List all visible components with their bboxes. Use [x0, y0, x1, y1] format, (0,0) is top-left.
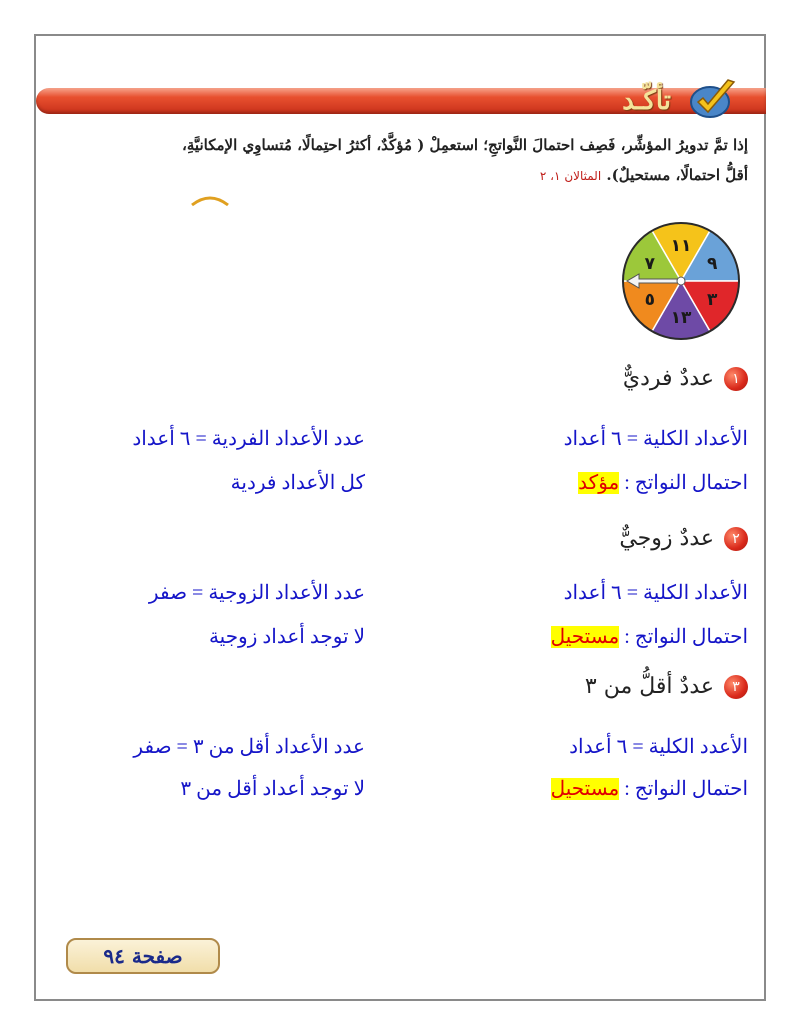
spinner-label: ٥ — [644, 289, 656, 310]
probability-label: احتمال النواتج : — [624, 626, 748, 648]
problem-1-count: عدد الأعداد الفردية = ٦ أعداد — [132, 428, 365, 450]
problem-3-count: عدد الأعداد أقل من ٣ = صفر — [133, 736, 365, 758]
spinner-label: ٣ — [706, 289, 718, 310]
probability-value: مستحيل — [550, 626, 620, 648]
problem-1-heading — [623, 366, 748, 391]
spinner-label: ١٣ — [670, 307, 692, 328]
problem-1-total: الأعداد الكلية = ٦ أعداد — [563, 428, 748, 450]
problem-1-probability — [578, 470, 748, 495]
instructions-line-1: إذا تمَّ تدويرُ المؤشِّر، فَصِف احتمالَ النَّواتجِ؛ استعمِلْ ( مُؤكَّدٌ، أكثرُ احتِمالًا، مُتساوِي الإمكانيَّةِ، — [182, 136, 748, 154]
problem-2-title: عددٌ زوجيٌّ — [619, 526, 714, 551]
probability-value: مؤكد — [578, 472, 620, 494]
problem-2-number: ٢ — [724, 527, 748, 551]
instructions-line-2-text: أقلُّ احتمالًا، مستحيلٌ). — [606, 166, 748, 184]
spinner-label: ٩ — [706, 254, 718, 275]
checkmark-icon — [688, 78, 738, 122]
problem-1-reason: كل الأعداد فردية — [230, 472, 365, 494]
problem-3-heading — [585, 674, 748, 699]
probability-label: احتمال النواتج : — [624, 472, 748, 494]
section-banner — [36, 84, 766, 118]
probability-label: احتمال النواتج : — [624, 778, 748, 800]
problem-3-reason: لا توجد أعداد أقل من ٣ — [180, 778, 365, 800]
instructions — [88, 130, 748, 191]
spinner-wheel — [618, 218, 744, 344]
probability-value: مستحيل — [550, 778, 620, 800]
problem-2-probability — [551, 624, 748, 649]
problem-1-number: ١ — [724, 367, 748, 391]
banner-title: تأكّـد — [622, 86, 671, 116]
spinner-label: ١١ — [670, 236, 692, 257]
problem-3-total: الأعدد الكلية = ٦ أعداد — [569, 736, 748, 758]
problem-3-probability — [551, 776, 748, 801]
problem-3-title: عددٌ أقلُّ من ٣ — [584, 674, 714, 699]
problem-1-title: عددٌ فرديٌّ — [622, 366, 714, 391]
spinner-hub — [677, 277, 685, 285]
instructions-line-2 — [88, 160, 748, 191]
problem-2-count: عدد الأعداد الزوجية = صفر — [148, 582, 365, 604]
decorative-arc — [190, 193, 230, 207]
problem-3-number: ٣ — [724, 675, 748, 699]
problem-2-reason: لا توجد أعداد زوجية — [208, 626, 365, 648]
spinner-label: ٧ — [644, 254, 656, 275]
problem-2-heading — [619, 526, 748, 551]
page-number-badge: صفحة ٩٤ — [66, 938, 220, 974]
problem-2-total: الأعداد الكلية = ٦ أعداد — [563, 582, 748, 604]
examples-reference: المثالان ١، ٢ — [539, 169, 602, 183]
